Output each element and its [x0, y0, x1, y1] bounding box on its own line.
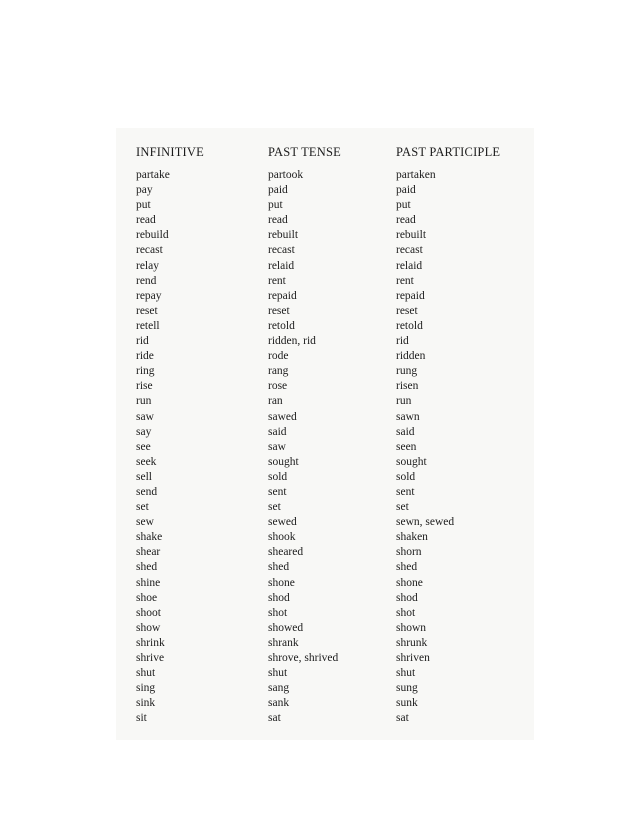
infinitive-cell: ride	[136, 350, 154, 363]
past-tense-cell: sat	[268, 712, 281, 725]
past-tense-cell: paid	[268, 184, 288, 197]
past-participle-cell: run	[396, 395, 412, 408]
table-row	[116, 666, 534, 681]
past-tense-cell: sold	[268, 470, 288, 483]
past-tense-cell: reset	[268, 304, 290, 317]
past-participle-cell: paid	[396, 184, 416, 197]
past-participle-cell: read	[396, 214, 416, 227]
past-tense-cell: rose	[268, 380, 288, 393]
table-row	[116, 410, 534, 425]
infinitive-cell: sell	[136, 470, 152, 483]
infinitive-cell: shake	[136, 531, 163, 544]
infinitive-cell: recast	[136, 244, 163, 257]
scanned-page	[116, 128, 534, 740]
past-tense-cell: relaid	[268, 259, 295, 272]
past-tense-cell: showed	[268, 621, 304, 634]
infinitive-cell: shrink	[136, 636, 165, 649]
past-tense-cell: ridden, rid	[268, 335, 316, 348]
infinitive-cell: sew	[136, 516, 154, 529]
verb-table-body	[116, 168, 534, 726]
past-participle-cell: shone	[396, 576, 423, 589]
past-tense-cell: sought	[268, 455, 299, 468]
infinitive-cell: show	[136, 621, 161, 634]
past-tense-cell: read	[268, 214, 288, 227]
past-participle-cell: sought	[396, 455, 427, 468]
past-participle-cell: retold	[396, 319, 423, 332]
past-tense-cell: rebuilt	[268, 229, 299, 242]
past-tense-cell: shut	[268, 667, 288, 680]
past-participle-cell: shaken	[396, 531, 428, 544]
past-participle-cell: repaid	[396, 289, 425, 302]
past-tense-cell: shrove, shrived	[268, 652, 339, 664]
header-infinitive: INFINITIVE	[136, 145, 204, 159]
infinitive-cell: partake	[136, 169, 170, 181]
infinitive-cell: put	[136, 199, 151, 212]
past-tense-cell: sank	[268, 697, 290, 710]
past-participle-cell: ridden	[396, 350, 426, 363]
infinitive-cell: seek	[136, 455, 157, 468]
past-participle-cell: shut	[396, 667, 416, 680]
table-row	[116, 500, 534, 515]
past-tense-cell: shot	[268, 606, 288, 619]
past-tense-cell: shone	[268, 576, 295, 589]
table-row	[116, 576, 534, 591]
table-row	[116, 515, 534, 530]
table-row	[116, 259, 534, 274]
infinitive-cell: pay	[136, 184, 153, 197]
infinitive-cell: set	[136, 501, 149, 514]
table-row	[116, 364, 534, 379]
infinitive-cell: see	[136, 440, 151, 453]
table-header-row	[116, 145, 534, 163]
table-row	[116, 349, 534, 364]
table-row	[116, 636, 534, 651]
past-tense-cell: sewed	[268, 516, 297, 529]
past-participle-cell: rung	[396, 365, 418, 378]
table-row	[116, 560, 534, 575]
table-row	[116, 304, 534, 319]
table-row	[116, 651, 534, 666]
past-participle-cell: sunk	[396, 697, 418, 710]
past-participle-cell: shot	[396, 606, 416, 619]
past-participle-cell: shod	[396, 591, 418, 604]
table-row	[116, 681, 534, 696]
infinitive-cell: say	[136, 425, 152, 438]
table-row	[116, 289, 534, 304]
infinitive-cell: rid	[136, 335, 149, 348]
past-participle-cell: sat	[396, 712, 409, 725]
infinitive-cell: shut	[136, 667, 156, 680]
past-participle-cell: sold	[396, 470, 416, 483]
past-tense-cell: shook	[268, 531, 296, 544]
header-past-participle: PAST PARTICIPLE	[396, 145, 501, 159]
table-row	[116, 545, 534, 560]
table-row	[116, 455, 534, 470]
past-participle-cell: partaken	[396, 169, 436, 181]
table-row	[116, 485, 534, 500]
infinitive-cell: read	[136, 214, 156, 227]
past-participle-cell: risen	[396, 380, 419, 393]
past-participle-cell: recast	[396, 244, 423, 257]
table-row	[116, 394, 534, 409]
past-tense-cell: saw	[268, 440, 286, 453]
table-row	[116, 198, 534, 213]
past-tense-cell: put	[268, 199, 283, 212]
table-row	[116, 530, 534, 545]
past-participle-cell: shown	[396, 621, 427, 634]
table-row	[116, 228, 534, 243]
past-participle-cell: put	[396, 199, 411, 212]
past-tense-cell: recast	[268, 244, 295, 257]
table-row	[116, 213, 534, 228]
table-row	[116, 591, 534, 606]
past-tense-cell: sang	[268, 682, 290, 695]
past-tense-cell: partook	[268, 169, 304, 181]
past-tense-cell: rang	[268, 365, 289, 378]
table-row	[116, 319, 534, 334]
header-past-tense: PAST TENSE	[268, 145, 341, 159]
infinitive-cell: reset	[136, 304, 158, 317]
past-participle-cell: sewn, sewed	[396, 516, 455, 529]
past-tense-cell: shod	[268, 591, 290, 604]
past-participle-cell: said	[396, 425, 415, 438]
past-participle-cell: relaid	[396, 259, 423, 272]
infinitive-cell: sink	[136, 697, 156, 710]
table-row	[116, 711, 534, 726]
past-participle-cell: seen	[396, 440, 417, 453]
past-tense-cell: sheared	[268, 546, 304, 559]
infinitive-cell: shear	[136, 546, 161, 559]
past-tense-cell: said	[268, 425, 287, 438]
past-participle-cell: rid	[396, 335, 409, 348]
infinitive-cell: shoe	[136, 591, 158, 604]
past-participle-cell: shriven	[396, 652, 430, 664]
infinitive-cell: shoot	[136, 606, 161, 619]
infinitive-cell: shine	[136, 576, 161, 589]
past-participle-cell: set	[396, 501, 409, 514]
past-participle-cell: shorn	[396, 546, 422, 559]
past-participle-cell: sawn	[396, 410, 420, 423]
table-row	[116, 440, 534, 455]
infinitive-cell: sing	[136, 682, 156, 695]
past-participle-cell: rent	[396, 274, 414, 287]
past-tense-cell: sent	[268, 485, 287, 498]
past-participle-cell: shed	[396, 561, 418, 574]
infinitive-cell: rise	[136, 380, 153, 393]
infinitive-cell: saw	[136, 410, 154, 423]
table-row	[116, 168, 534, 183]
table-row	[116, 470, 534, 485]
past-tense-cell: rent	[268, 274, 286, 287]
table-row	[116, 379, 534, 394]
table-row	[116, 606, 534, 621]
past-tense-cell: retold	[268, 319, 295, 332]
infinitive-cell: rebuild	[136, 229, 169, 242]
past-tense-cell: sawed	[268, 410, 297, 423]
past-participle-cell: reset	[396, 304, 418, 317]
infinitive-cell: send	[136, 485, 158, 498]
past-participle-cell: sent	[396, 485, 415, 498]
past-tense-cell: shed	[268, 561, 290, 574]
table-row	[116, 183, 534, 198]
infinitive-cell: retell	[136, 319, 160, 332]
past-participle-cell: sung	[396, 682, 418, 695]
infinitive-cell: relay	[136, 259, 159, 272]
past-tense-cell: repaid	[268, 289, 297, 302]
infinitive-cell: repay	[136, 289, 162, 302]
past-tense-cell: rode	[268, 350, 289, 363]
past-participle-cell: shrunk	[396, 636, 428, 649]
past-tense-cell: shrank	[268, 636, 299, 649]
table-row	[116, 274, 534, 289]
infinitive-cell: run	[136, 395, 152, 408]
table-row	[116, 621, 534, 636]
infinitive-cell: shed	[136, 561, 158, 574]
table-row	[116, 696, 534, 711]
infinitive-cell: rend	[136, 274, 157, 287]
infinitive-cell: ring	[136, 365, 155, 378]
infinitive-cell: shrive	[136, 652, 165, 664]
past-participle-cell: rebuilt	[396, 229, 427, 242]
table-row	[116, 425, 534, 440]
table-row	[116, 243, 534, 258]
table-row	[116, 334, 534, 349]
past-tense-cell: ran	[268, 395, 283, 408]
past-tense-cell: set	[268, 501, 281, 514]
infinitive-cell: sit	[136, 712, 147, 725]
